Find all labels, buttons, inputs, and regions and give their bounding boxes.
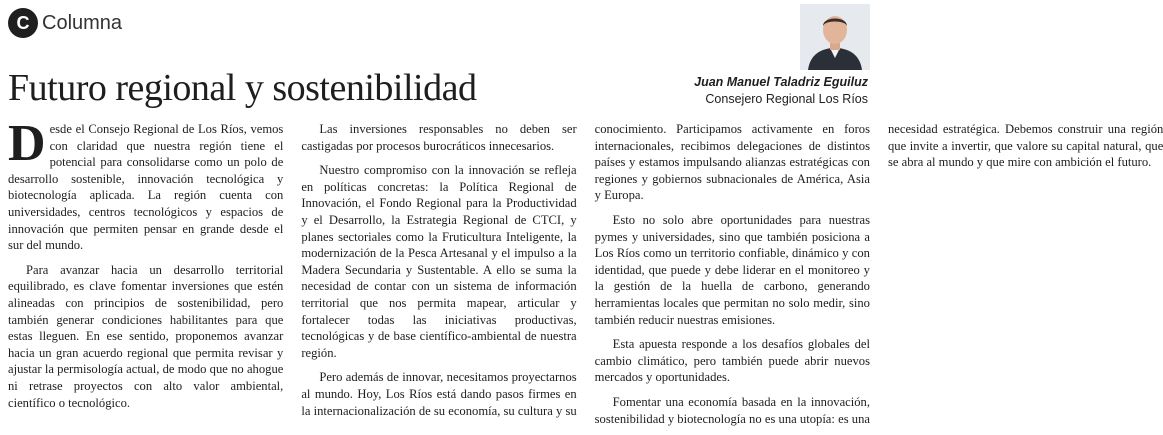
drop-cap: D: [8, 115, 46, 172]
section-name: Columna: [42, 11, 123, 34]
section-header: [8, 8, 122, 38]
paragraph: Para avanzar hacia un desarrollo territorial equilibrado, es clave fomentar inversiones que estén alineadas con principios de sostenibilidad, pero también generar condiciones habilitantes para que estas lleguen. En ese sentido, proponemos avanzar hacia un gran acuerdo regional que permita revisar y ajustar la permisología actual, de modo que no ahogue ni retrase proyectos con alto valor ambiental, científico o tecnológico.: [8, 262, 284, 410]
paragraph: Pero además de innovar, necesitamos proyectarnos al mundo. Hoy, Los Ríos está dando pasos firmes en la internacionalización de su economía, su cultura y su conocimiento. Participamos activamente en foros internacionales, recibimos delegaciones de distintos países y estamos impulsando alianzas estratégicas con regiones y gobiernos subnacionales de América, Asia y Europa.: [301, 122, 870, 418]
paragraph: Las inversiones responsables no deben ser castigadas por procesos burocráticos innecesarios.: [301, 122, 577, 153]
paragraph: Esta apuesta responde a los desafíos globales del cambio climático, pero también puede abrir nuevos mercados y oportunidades.: [594, 337, 870, 385]
paragraph: Nuestro compromiso con la innovación se refleja en políticas concretas: la Política Regional de Innovación, el Fondo Regional para la Productividad y el Desarrollo, la Estrategia Regional de CTCI, y planes sectoriales como la Fruticultura Inteligente, la modernización de la Pesca Artesanal y el impulso a la Madera Secundaria y Sustentable. A ello se suma la necesidad de contar con un sistema de información territorial que nos permita mapear, articular y fortalecer todas las iniciativas productivas, tecnológicas y de base científico-ambiental de nuestra región.: [301, 163, 577, 360]
article-body: [8, 115, 1163, 431]
paragraph: [8, 115, 284, 254]
paragraph: Esto no solo abre oportunidades para nuestras pymes y universidades, sino que también posiciona a Los Ríos como un territorio confiable, dinámico y con identidad, que puede y debe liderar en el monitoreo y la gestión de la huella de carbono, generando herramientas locales que permitan no solo medir, sino también reducir nuestras emisiones.: [594, 212, 870, 327]
byline: [694, 74, 868, 108]
paragraph-text: esde el Consejo Regional de Los Ríos, vemos con claridad que nuestra región tiene el potencial para consolidarse como un polo de desarrollo sostenible, innovación tecnológica y biotecnología aplicada. La región cuenta con universidades, centros tecnológicos y espacios de innovación que permiten pensar en grande desde el sur del mundo.: [8, 122, 284, 253]
author-role: Consejero Regional Los Ríos: [705, 92, 868, 106]
author-name: Juan Manuel Taladriz Eguiluz: [694, 75, 868, 89]
author-portrait-icon: [800, 4, 870, 70]
headline: Futuro regional y sostenibilidad: [8, 67, 477, 109]
paragraph: Fomentar una economía basada en la innovación, sostenibilidad y biotecnología no es una utopía: es una necesidad estratégica. Debemos construir una región que invite a invertir, que valore su capital natural, que se abra al mundo y que mire con ambición el futuro.: [594, 122, 1163, 426]
section-badge: C: [8, 8, 38, 38]
